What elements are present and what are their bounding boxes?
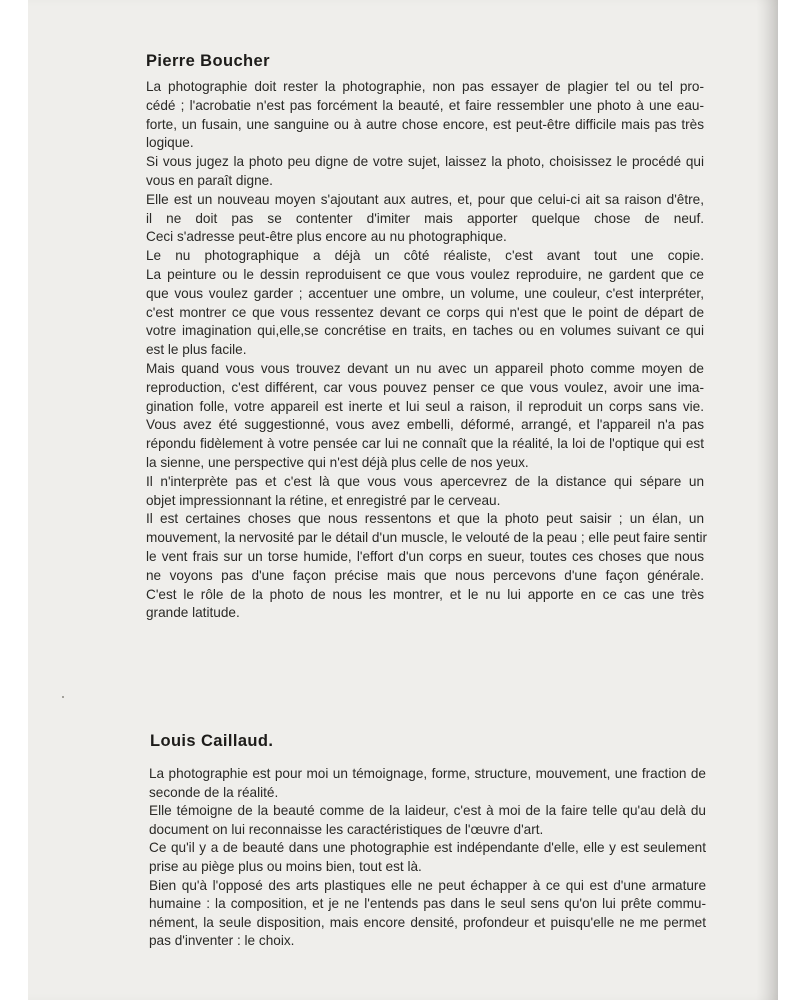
text-line: Le nu photographique a déjà un côté réaliste, c'est avant tout une copie. [146, 248, 704, 264]
text-line: répondu fidèlement à votre pensée car lui ne connaît que la réalité, la loi de l'optique qui est [146, 436, 704, 452]
essay-text-boucher [146, 78, 708, 623]
text-line: C'est le rôle de la photo de nous les montrer, et le nu lui apporte en ce cas une très [146, 586, 704, 602]
essay-text-caillaud [149, 765, 706, 951]
text-line: reproduction, c'est différent, car vous pouvez penser ce que vous voulez, avoir une ima- [146, 379, 704, 395]
text-line: Vous avez été suggestionné, vous avez embelli, déformé, arrangé, et l'appareil n'a pas [146, 417, 704, 433]
text-line: gination folle, votre appareil est inerte et lui seul a raison, il reproduit un corps sans vie. [146, 398, 704, 414]
text-line: forte, un fusain, une sanguine ou à autre chose encore, est peut-être difficile mais pas très [146, 116, 704, 132]
text-line: La photographie doit rester la photographie, non pas essayer de plagier tel ou tel pro- [146, 79, 704, 94]
text-line: Elle témoigne de la beauté comme de la laideur, c'est à moi de la faire telle qu'au delà du [149, 803, 706, 819]
text-line: Ceci s'adresse peut-être plus encore au nu photographique. [146, 229, 507, 245]
author-heading-caillaud: Louis Caillaud. [150, 732, 274, 750]
text-line: Bien qu'à l'opposé des arts plastiques elle ne peut échapper à ce qui est d'une armature [149, 877, 706, 893]
text-line: Il n'interprète pas et c'est là que vous vous apercevrez de la distance qui sépare un [146, 473, 704, 489]
text-line: est le plus facile. [146, 342, 247, 358]
text-line: logique. [146, 135, 194, 151]
text-line: Ce qu'il y a de beauté dans une photographie est indépendante d'elle, elle y est seulement [149, 840, 706, 856]
page-edge-shadow [756, 0, 778, 1000]
text-line: La photographie est pour moi un témoignage, forme, structure, mouvement, une fraction de [149, 766, 706, 781]
text-line: Mais quand vous vous trouvez devant un nu avec un appareil photo comme moyen de [146, 360, 704, 376]
author-heading-boucher: Pierre Boucher [146, 52, 270, 70]
page-speck [62, 696, 64, 698]
text-line: la sienne, une perspective qui n'est déjà plus celle de nos yeux. [146, 454, 529, 470]
text-line: nément, la seule disposition, mais encore densité, profondeur et puisqu'elle ne me permet [149, 914, 706, 930]
text-line: cédé ; l'acrobatie n'est pas forcément la beauté, et faire ressembler une photo à une eau- [146, 97, 704, 113]
text-line: votre imagination qui,elle,se concrétise en traits, en taches ou en volumes suivant ce qui [146, 323, 704, 339]
text-line: pas d'inventer : le choix. [149, 933, 295, 949]
text-line: seconde de la réalité. [149, 784, 279, 800]
text-line: c'est montrer ce que vous ressentez devant ce corps qui n'est que le point de départ de [146, 304, 704, 320]
text-line: prise au piège plus ou moins bien, tout est là. [149, 858, 422, 874]
text-line: il ne doit pas se contenter d'imiter mais apporter quelque chose de neuf. [146, 210, 704, 226]
text-line: mouvement, la nervosité par le détail d'un muscle, le velouté de la peau ; elle peut faire sentir [146, 530, 708, 546]
text-line: Si vous jugez la photo peu digne de votre sujet, laissez la photo, choisissez le procédé qui [146, 154, 704, 170]
text-line: vous en paraît digne. [146, 172, 273, 188]
text-line: Elle est un nouveau moyen s'ajoutant aux autres, et, pour que celui-ci ait sa raison d'être, [146, 191, 704, 207]
text-line: le vent frais sur un torse humide, l'effort d'un corps en sueur, toutes ces choses que nous [146, 548, 704, 564]
text-line: La peinture ou le dessin reproduisent ce que vous voulez reproduire, ne gardent que ce [146, 266, 704, 282]
text-line: humaine : la composition, et je ne l'entends pas dans le seul sens qu'on lui prête commu- [149, 896, 706, 912]
text-line: grande latitude. [146, 605, 240, 621]
text-line: que vous voulez garder ; accentuer une ombre, un volume, une couleur, c'est interpréter, [146, 285, 704, 301]
text-line: objet impressionnant la rétine, et enregistré par le cerveau. [146, 492, 501, 508]
text-line: ne voyons pas d'une façon précise mais que nous percevons d'une façon générale. [146, 567, 704, 583]
text-line: Il est certaines choses que nous ressentons et que la photo peut saisir ; un élan, un [146, 511, 704, 527]
text-line: document on lui reconnaisse les caractéristiques de l'œuvre d'art. [149, 821, 544, 837]
